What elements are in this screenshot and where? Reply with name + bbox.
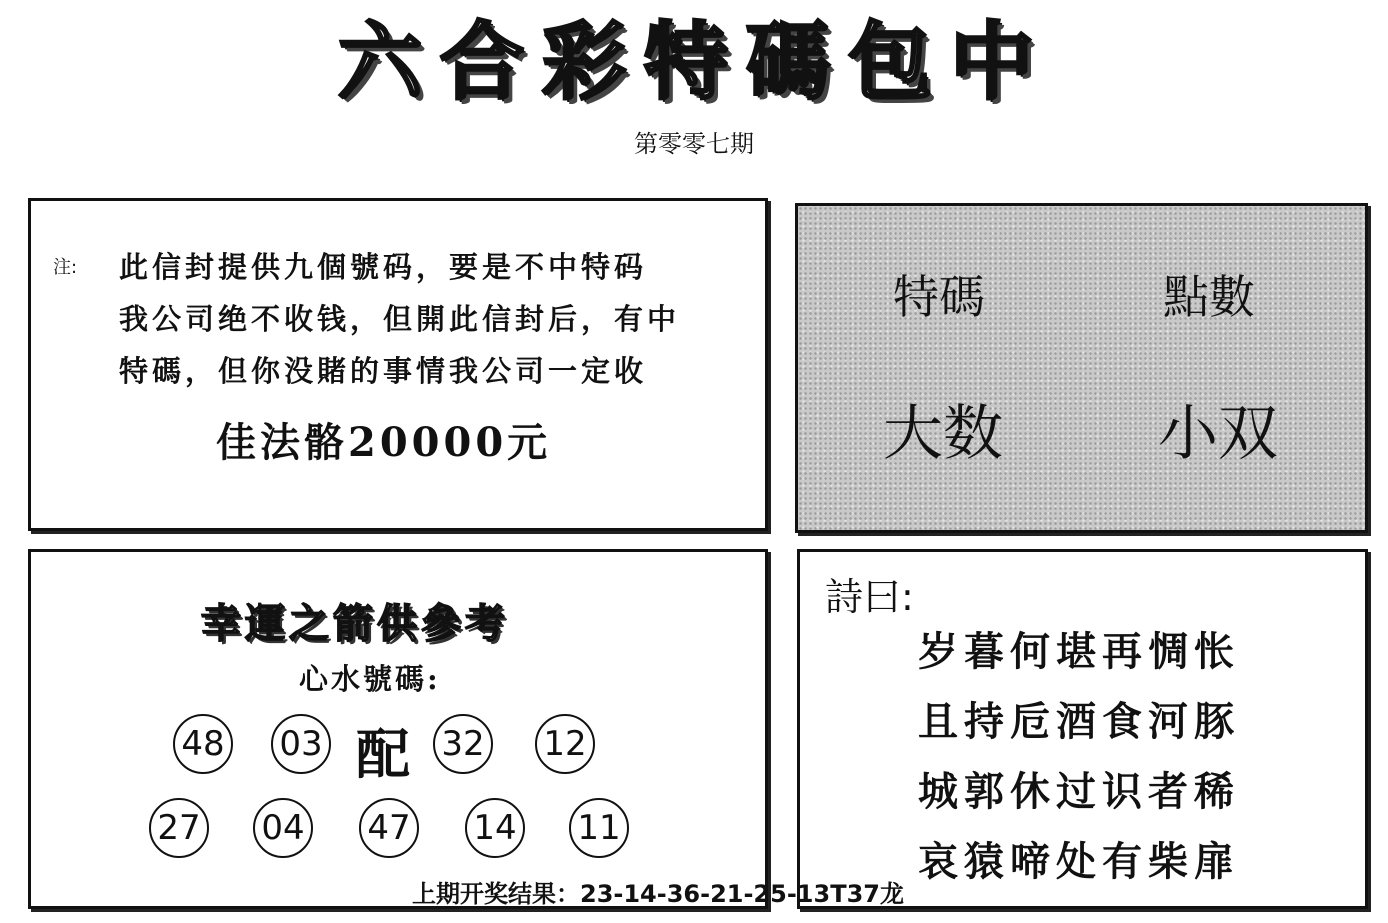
note-text — [119, 241, 739, 397]
number-ball: 47 — [359, 798, 419, 858]
special-code-value: 大数 — [883, 399, 1003, 469]
poem-line: 哀猿啼处有柴扉 — [918, 838, 1240, 885]
lucky-panel — [28, 549, 768, 909]
poem-line: 岁暮何堪再惆怅 — [918, 628, 1240, 675]
last-draw-result: 上期开奖结果：23-14-36-21-25-13T37龙 — [412, 880, 904, 908]
number-ball: 12 — [535, 714, 595, 774]
number-ball: 03 — [271, 714, 331, 774]
number-ball: 11 — [569, 798, 629, 858]
lucky-title: 幸運之箭供參考 — [201, 600, 509, 647]
number-ball: 14 — [465, 798, 525, 858]
poem-heading: 詩曰: — [825, 575, 914, 619]
points-header: 點數 — [1163, 270, 1255, 324]
note-line: 特碼，但你没賭的事情我公司一定收 — [119, 354, 648, 388]
special-code-header: 特碼 — [893, 270, 985, 324]
poem-panel — [797, 549, 1368, 909]
poem-line: 且持卮酒食河豚 — [918, 698, 1240, 745]
note-line: 我公司绝不收钱，但開此信封后，有中 — [119, 302, 681, 336]
reward-text: 佳法骼20000元 — [216, 419, 552, 466]
note-mark: 注: — [53, 257, 78, 278]
note-line: 此信封提供九個號码，要是不中特码 — [119, 250, 648, 284]
lucky-subtitle: 心水號碼: — [299, 662, 441, 696]
result-panel — [795, 203, 1368, 533]
pair-character: 配 — [356, 722, 410, 786]
number-ball: 32 — [433, 714, 493, 774]
number-ball: 27 — [149, 798, 209, 858]
poem-line: 城郭休过识者稀 — [918, 768, 1240, 815]
number-ball: 04 — [253, 798, 313, 858]
points-value: 小双 — [1158, 399, 1278, 469]
page-title: 六合彩特碼包中 — [337, 12, 1052, 111]
number-ball: 48 — [173, 714, 233, 774]
poem-lines — [918, 617, 1240, 897]
note-panel — [28, 198, 768, 531]
issue-number: 第零零七期 — [634, 130, 754, 158]
